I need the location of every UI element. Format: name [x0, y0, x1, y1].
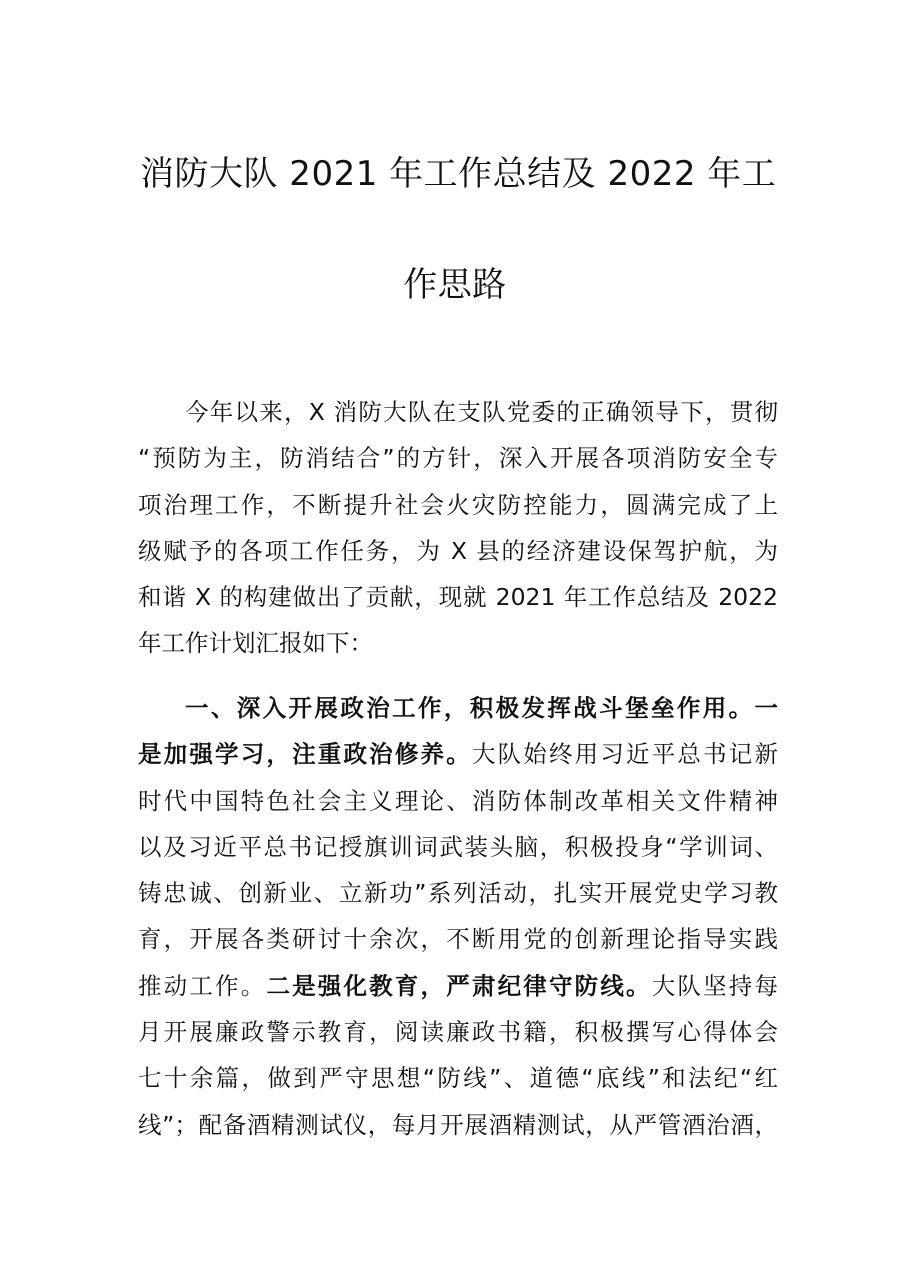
paragraph-line: 月开展廉政警示教育，阅读廉政书籍，积极撰写心得体会 [138, 1018, 778, 1047]
paragraph-line: 育，开展各类研讨十余次，不断用党的创新理论指导实践 [138, 925, 778, 954]
paragraph-section-one [138, 685, 778, 1148]
paragraph-line: 年工作计划汇报如下： [138, 629, 373, 658]
document-title-line-2: 作思路 [403, 265, 507, 305]
paragraph-text: 推动工作。 [138, 971, 267, 1000]
paragraph-line [138, 731, 778, 777]
document-title-line-1: 消防大队 2021 年工作总结及 2022 年工 [140, 154, 777, 194]
paragraph-text: 大队始终用习近平总书记新 [471, 740, 778, 769]
paragraph-line: 项治理工作，不断提升社会火灾防控能力，圆满完成了上 [138, 490, 778, 519]
section-heading-line: 一、深入开展政治工作，积极发挥战斗堡垒作用。一 [185, 694, 778, 722]
paragraph-line: “预防为主，防消结合”的方针，深入开展各项消防安全专 [138, 444, 778, 473]
paragraph-line: 以及习近平总书记授旗训词武装头脑，积极投身“学训词、 [138, 832, 778, 861]
paragraph-line: 时代中国特色社会主义理论、消防体制改革相关文件精神 [138, 786, 778, 815]
paragraph-line: 和谐 X 的构建做出了贡献，现就 2021 年工作总结及 2022 [138, 583, 778, 612]
paragraph-line: 今年以来，X 消防大队在支队党委的正确领导下，贯彻 [185, 398, 778, 426]
subheading-text: 二是强化教育，严肃纪律守防线。 [266, 971, 652, 1000]
subheading-text: 是加强学习，注重政治修养。 [138, 740, 472, 769]
paragraph-intro [138, 389, 778, 667]
paragraph-line: 级赋予的各项工作任务，为 X 县的经济建设保驾护航，为 [138, 536, 778, 565]
paragraph-line: 铸忠诚、创新业、立新功”系列活动，扎实开展党史学习教 [138, 879, 778, 908]
paragraph-text: 大队坚持每 [651, 971, 778, 1000]
paragraph-line: 七十余篇，做到严守思想“防线”、道德“底线”和法纪“红 [138, 1064, 778, 1093]
paragraph-line [138, 963, 778, 1009]
paragraph-line: 线”；配备酒精测试仪，每月开展酒精测试，从严管酒治酒， [138, 1110, 778, 1139]
